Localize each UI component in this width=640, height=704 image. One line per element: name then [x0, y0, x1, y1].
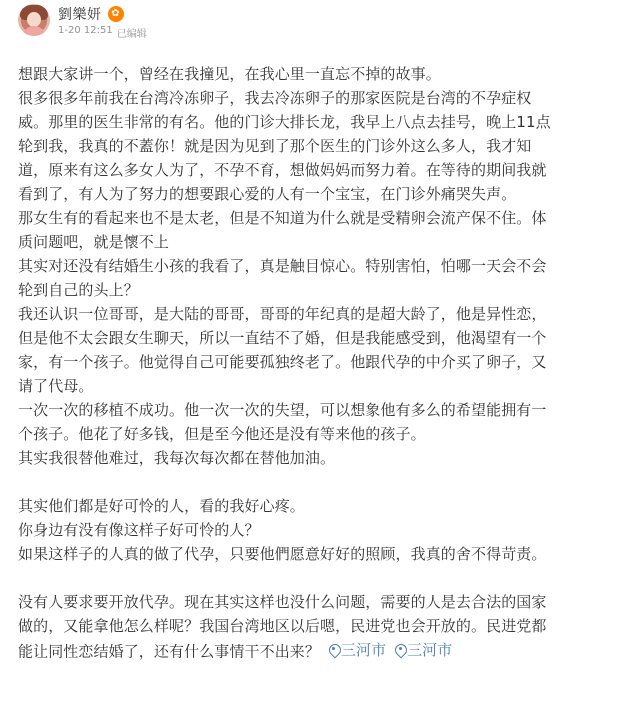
post-line: 轮到我，我真的不蓋你！就是因为见到了那个医生的门诊外这么多人，我才知 [18, 137, 532, 155]
post-line: 威。那里的医生非常的有名。他的门诊大排长龙，我早上八点去挂号，晚上11点 [18, 113, 551, 131]
location-link[interactable] [329, 638, 386, 662]
location-link[interactable] [395, 638, 452, 662]
blank-line [18, 566, 630, 590]
badge-icon: ✿ [108, 6, 124, 22]
post-line: 轮到自己的头上？ [18, 281, 139, 299]
post-line: 个孩子。他花了好多钱，但是至今他还是没有等来他的孩子。 [18, 425, 426, 443]
post-line: 很多很多年前我在台湾冷冻卵子，我去冷冻卵子的那家医院是台湾的不孕症权 [18, 89, 532, 107]
location-pin-icon [329, 644, 339, 657]
post-line: 家，有一个孩子。他觉得自己可能要孤独终老了。他跟代孕的中介买了卵子，又 [18, 353, 547, 371]
post-header [0, 0, 640, 44]
post-line: 其实他们都是好可怜的人，看的我好心疼。 [18, 497, 305, 515]
avatar-face [27, 12, 41, 27]
post-line: 想跟大家讲一个，曾经在我撞见，在我心里一直忘不掉的故事。 [18, 65, 441, 83]
post-line-text: 能让同性恋结婚了，还有什么事情干不出来？ [18, 642, 321, 661]
post-line: 但是他不太会跟女生聊天，所以一直结不了婚，但是我能感受到，他渴望有一个 [18, 329, 547, 347]
post-line: 如果这样子的人真的做了代孕，只要他們愿意好好的照顾，我真的舍不得苛责。 [18, 545, 547, 563]
avatar-body [22, 26, 46, 36]
location-pin-icon [395, 644, 405, 657]
post-line: 做的，又能拿他怎么样呢？我国台湾地区以后嗯，民进党也会开放的。民进党都 [18, 617, 547, 635]
post-meta [58, 25, 147, 40]
post-line: 请了代母。 [18, 377, 94, 395]
location-label: 三河市 [407, 641, 453, 659]
author-name[interactable]: 劉樂妍 [58, 7, 102, 23]
post-line: 那女生有的看起来也不是太老，但是不知道为什么就是受精卵会流产保不住。体 [18, 209, 547, 227]
post-line: 没有人要求要开放代孕。现在其实这样也没什么问题，需要的人是去合法的国家 [18, 593, 547, 611]
post-time: 1-20 12:51 [58, 25, 113, 36]
avatar[interactable] [18, 4, 50, 36]
post-content [18, 62, 630, 662]
author-row [58, 4, 124, 24]
post-line: 你身边有没有像这样子好可怜的人？ [18, 521, 260, 539]
location-label: 三河市 [340, 641, 387, 659]
blank-line [18, 470, 630, 494]
post-source: 已编辑 [116, 29, 147, 40]
post-line: 道，原来有这么多女人为了，不孕不育，想做妈妈而努力着。在等待的期间我就 [18, 161, 547, 179]
post-line: 其实对还没有结婚生小孩的我看了，真是触目惊心。特别害怕，怕哪一天会不会 [18, 257, 547, 275]
post-last-line [18, 638, 630, 662]
post-line: 我还认识一位哥哥，是大陆的哥哥，哥哥的年纪真的是超大龄了，他是异性恋， [18, 305, 547, 323]
post-line: 看到了，有人为了努力的想要跟心爱的人有一个宝宝，在门诊外痛哭失声。 [18, 185, 517, 203]
post-line: 其实我很替他难过，我每次每次都在替他加油。 [18, 449, 336, 467]
post-line: 质问题吧，就是懷不上 [18, 233, 170, 251]
post-line: 一次一次的移植不成功。他一次一次的失望，可以想象他有多么的希望能拥有一 [18, 401, 547, 419]
